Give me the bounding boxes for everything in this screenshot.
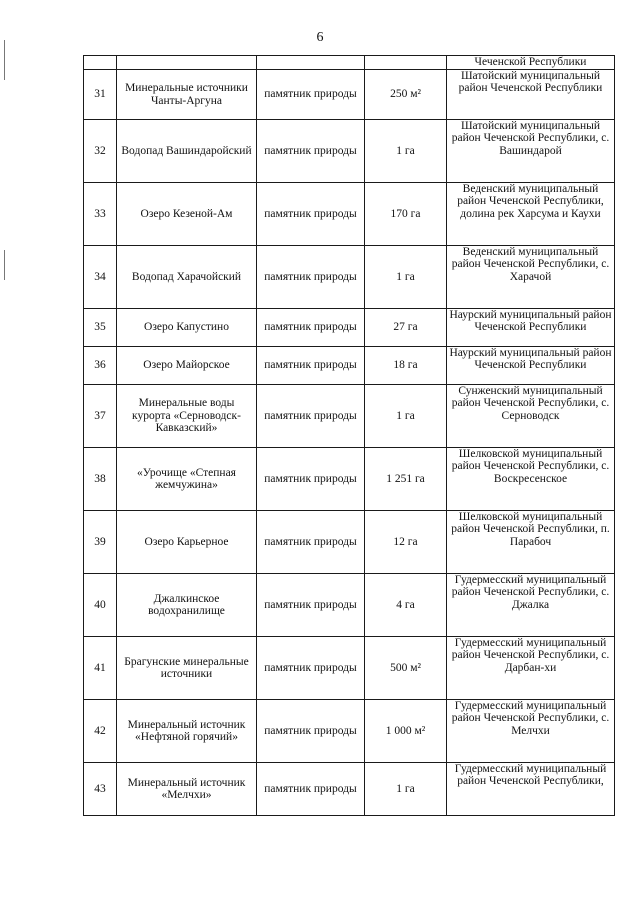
table-row <box>84 385 615 448</box>
table-row <box>84 246 615 309</box>
left-margin-mark <box>4 40 5 80</box>
cell-type: памятник природы <box>257 511 365 574</box>
cell-type: памятник природы <box>257 763 365 816</box>
cell-area: 1 251 га <box>365 448 447 511</box>
cell-area: 1 000 м² <box>365 700 447 763</box>
table-row <box>84 347 615 385</box>
cell-name <box>117 56 257 70</box>
cell-type: памятник природы <box>257 246 365 309</box>
page-number: 6 <box>316 30 324 45</box>
table-body <box>84 56 615 816</box>
cell-type: памятник природы <box>257 70 365 120</box>
cell-type: памятник природы <box>257 448 365 511</box>
cell-name: Джалкинское водохранилище <box>117 574 257 637</box>
cell-location: Веденский муниципальный район Чеченской Республики, долина рек Харсума и Каухи <box>447 183 615 246</box>
cell-type: памятник природы <box>257 574 365 637</box>
cell-name: Озеро Майорское <box>117 347 257 385</box>
cell-area: 12 га <box>365 511 447 574</box>
cell-location: Сунженский муниципальный район Чеченской Республики, с. Серноводск <box>447 385 615 448</box>
cell-name: Брагунские минеральные источники <box>117 637 257 700</box>
table-row <box>84 70 615 120</box>
cell-area: 1 га <box>365 763 447 816</box>
cell-name: Водопад Харачойский <box>117 246 257 309</box>
cell-number: 32 <box>84 120 117 183</box>
cell-area: 18 га <box>365 347 447 385</box>
cell-area: 1 га <box>365 385 447 448</box>
cell-location: Наурский муниципальный район Чеченской Республики <box>447 309 615 347</box>
cell-area <box>365 56 447 70</box>
table-row <box>84 511 615 574</box>
cell-location: Гудермесский муниципальный район Чеченской Республики, <box>447 763 615 816</box>
cell-location: Шатойский муниципальный район Чеченской Республики, с. Вашиндарой <box>447 120 615 183</box>
table-row <box>84 637 615 700</box>
table-row <box>84 763 615 816</box>
cell-location: Шелковской муниципальный район Чеченской Республики, п. Парабоч <box>447 511 615 574</box>
cell-number: 41 <box>84 637 117 700</box>
protected-areas-table <box>83 55 615 816</box>
cell-location: Шелковской муниципальный район Чеченской Республики, с. Воскресенское <box>447 448 615 511</box>
cell-location: Шатойский муниципальный район Чеченской Республики <box>447 70 615 120</box>
cell-location: Гудермесский муниципальный район Чеченской Республики, с. Мелчхи <box>447 700 615 763</box>
cell-area: 250 м² <box>365 70 447 120</box>
cell-name: Озеро Карьерное <box>117 511 257 574</box>
table-row <box>84 309 615 347</box>
cell-name: Минеральный источник «Нефтяной горячий» <box>117 700 257 763</box>
table-row <box>84 183 615 246</box>
cell-number: 37 <box>84 385 117 448</box>
cell-area: 1 га <box>365 120 447 183</box>
cell-type: памятник природы <box>257 637 365 700</box>
cell-name: Озеро Капустино <box>117 309 257 347</box>
cell-area: 27 га <box>365 309 447 347</box>
cell-number: 38 <box>84 448 117 511</box>
cell-number: 33 <box>84 183 117 246</box>
cell-number: 42 <box>84 700 117 763</box>
table-row <box>84 448 615 511</box>
table-row <box>84 56 615 70</box>
cell-type: памятник природы <box>257 183 365 246</box>
cell-location: Веденский муниципальный район Чеченской Республики, с. Харачой <box>447 246 615 309</box>
cell-area: 500 м² <box>365 637 447 700</box>
cell-name: Озеро Кезеной-Ам <box>117 183 257 246</box>
cell-area: 1 га <box>365 246 447 309</box>
cell-number <box>84 56 117 70</box>
cell-name: Минеральные воды курорта «Серноводск-Кавказский» <box>117 385 257 448</box>
cell-area: 170 га <box>365 183 447 246</box>
cell-name: «Урочище «Степная жемчужина» <box>117 448 257 511</box>
cell-name: Водопад Вашиндаройский <box>117 120 257 183</box>
cell-type: памятник природы <box>257 700 365 763</box>
cell-type: памятник природы <box>257 309 365 347</box>
cell-number: 40 <box>84 574 117 637</box>
cell-location: Гудермесский муниципальный район Чеченской Республики, с. Джалка <box>447 574 615 637</box>
cell-number: 36 <box>84 347 117 385</box>
left-margin-mark <box>4 250 5 280</box>
cell-number: 31 <box>84 70 117 120</box>
cell-number: 35 <box>84 309 117 347</box>
cell-number: 39 <box>84 511 117 574</box>
cell-location: Гудермесский муниципальный район Чеченской Республики, с. Дарбан-хи <box>447 637 615 700</box>
cell-location: Чеченской Республики <box>447 56 615 70</box>
table-row <box>84 700 615 763</box>
cell-type: памятник природы <box>257 347 365 385</box>
cell-area: 4 га <box>365 574 447 637</box>
table-row <box>84 574 615 637</box>
cell-name: Минеральный источник «Мелчхи» <box>117 763 257 816</box>
cell-location: Наурский муниципальный район Чеченской Республики <box>447 347 615 385</box>
cell-number: 34 <box>84 246 117 309</box>
cell-type: памятник природы <box>257 120 365 183</box>
cell-type: памятник природы <box>257 385 365 448</box>
cell-number: 43 <box>84 763 117 816</box>
table-row <box>84 120 615 183</box>
cell-name: Минеральные источники Чанты-Аргуна <box>117 70 257 120</box>
cell-type <box>257 56 365 70</box>
